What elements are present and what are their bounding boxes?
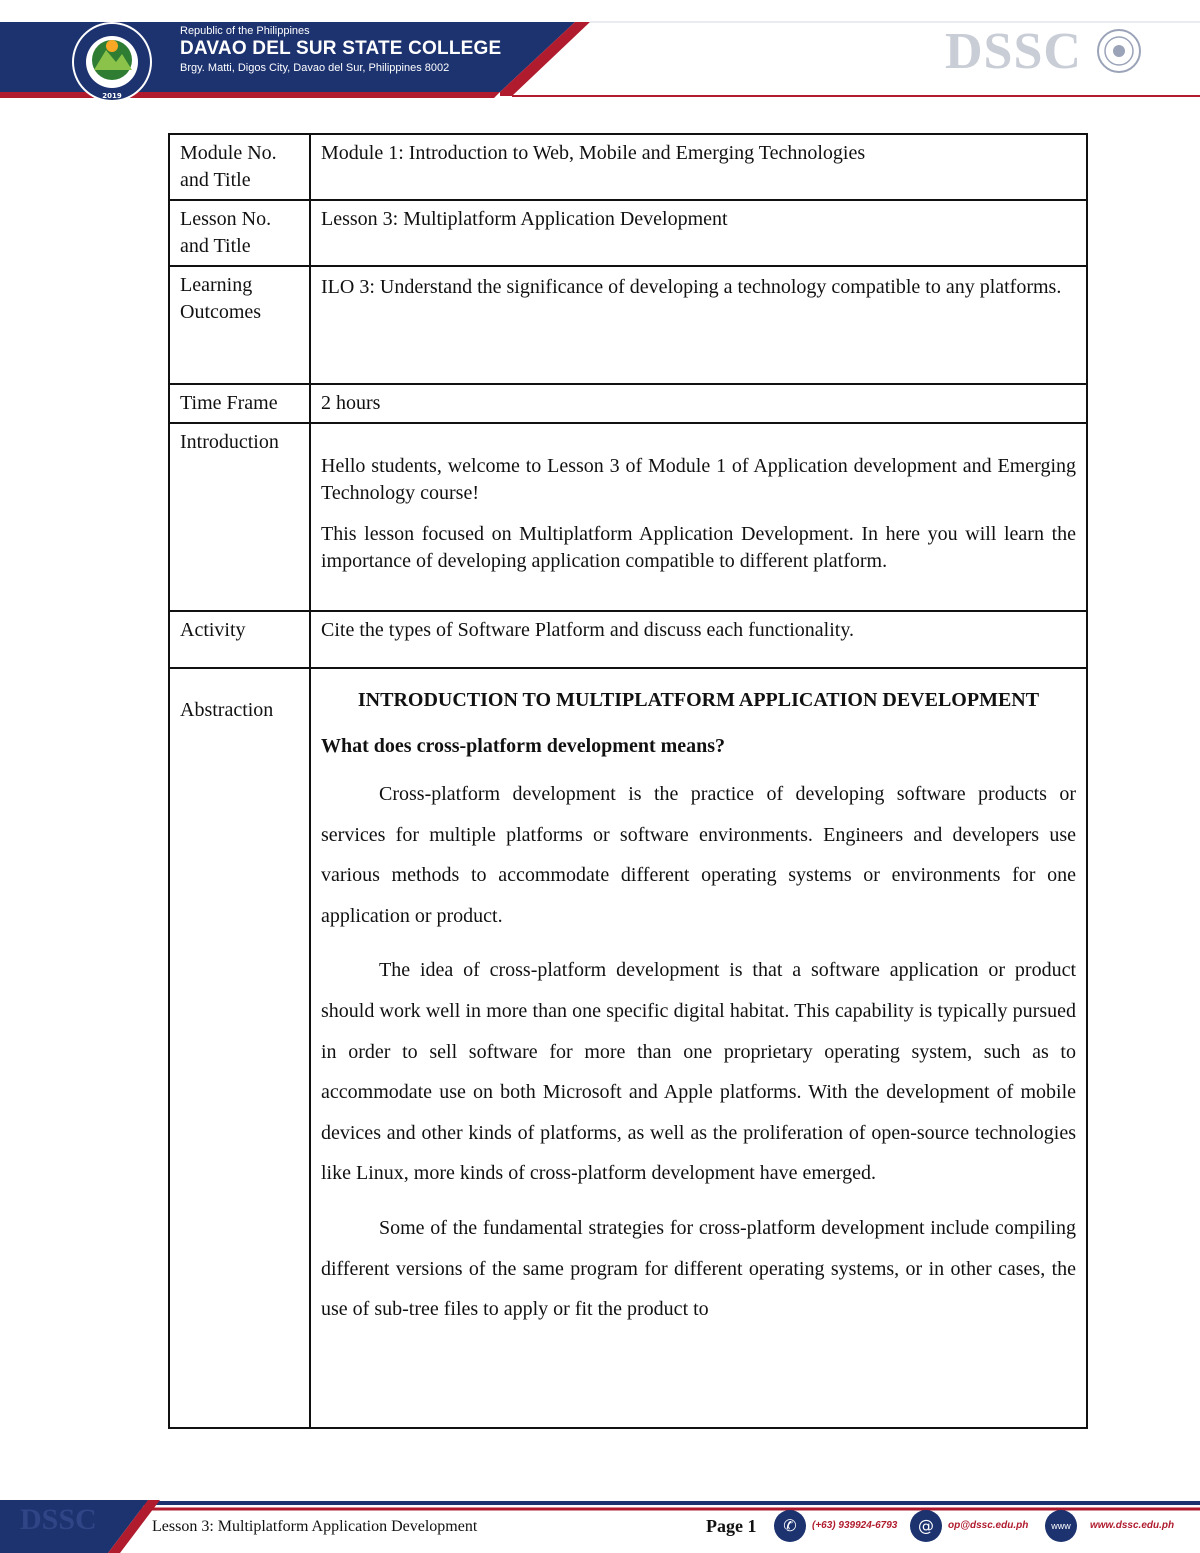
activity-row [169, 611, 1087, 668]
page-header [0, 0, 1200, 105]
outcomes-label: Learning Outcomes [169, 266, 310, 384]
abstraction-title: INTRODUCTION TO MULTIPLATFORM APPLICATION DEVELOPMENT [357, 689, 1040, 711]
abstraction-row [169, 668, 1087, 1428]
footer-brand: DSSC [20, 1503, 97, 1536]
introduction-row [169, 423, 1087, 611]
college-address: Brgy. Matti, Digos City, Davao del Sur, Philippines 8002 [180, 62, 450, 74]
dssc-emblem-icon [1096, 28, 1142, 74]
footer-phone: (+63) 939924-6793 [812, 1520, 898, 1531]
activity-value: Cite the types of Software Platform and discuss each functionality. [310, 611, 1087, 668]
lesson-table [168, 133, 1088, 1429]
abstraction-paragraph: Cross-platform development is the practice of developing software products or services for multiple platforms or software environments. Engineers and developers use various methods to accommodate different operating systems or environments for one application or product. [321, 783, 1076, 927]
footer-website: www.dssc.edu.ph [1090, 1520, 1175, 1531]
abstraction-question: What does cross-platform development means? [321, 735, 726, 757]
email-icon: @ [910, 1510, 942, 1542]
abstraction-paragraph: The idea of cross-platform development is that a software application or product should work well in more than one specific digital habitat. This capability is typically pursued in order to sell software for more than one proprietary operating system, such as to accommodate use on both Microsoft and Apple platforms. With the development of mobile devices and other kinds of platforms, as well as the proliferation of open-source technologies like Linux, more kinds of cross-platform development have emerged. [321, 959, 1076, 1185]
abstraction-paragraph: Some of the fundamental strategies for cross-platform development include compiling different versions of the same program for different operating systems, or in other cases, the use of sub-tree files to apply or fit the product to [321, 1216, 1076, 1321]
page-number: Page 1 [706, 1516, 757, 1536]
lesson-row [169, 200, 1087, 266]
outcomes-value: ILO 3: Understand the significance of developing a technology compatible to any platforms. [310, 266, 1087, 384]
outcomes-row [169, 266, 1087, 384]
abstraction-label-text: Abstraction [180, 699, 274, 721]
lesson-value: Lesson 3: Multiplatform Application Development [310, 200, 1087, 266]
college-name: DAVAO DEL SUR STATE COLLEGE [180, 38, 502, 59]
introduction-label: Introduction [169, 423, 310, 611]
module-row [169, 134, 1087, 200]
footer-lesson-title: Lesson 3: Multiplatform Application Development [152, 1518, 478, 1535]
introduction-paragraph: Hello students, welcome to Lesson 3 of Module 1 of Application development and Emerging Technology course! [321, 455, 1076, 504]
introduction-paragraph: This lesson focused on Multiplatform Application Development. In here you will learn the importance of developing application compatible to different platform. [321, 523, 1076, 572]
lesson-label: Lesson No. and Title [169, 200, 310, 266]
header-text [180, 24, 501, 76]
module-value: Module 1: Introduction to Web, Mobile and Emerging Technologies [310, 134, 1087, 200]
activity-label: Activity [169, 611, 310, 668]
dssc-watermark: DSSC [945, 23, 1082, 80]
time-label: Time Frame [169, 384, 310, 423]
abstraction-content [310, 668, 1087, 1428]
college-seal-logo [60, 20, 164, 104]
abstraction-label [169, 668, 310, 1428]
time-value: 2 hours [310, 384, 1087, 423]
web-icon: www [1045, 1510, 1077, 1542]
page-footer [0, 1495, 1200, 1553]
abstraction-body [321, 674, 1076, 1422]
time-row [169, 384, 1087, 423]
module-label: Module No. and Title [169, 134, 310, 200]
republic-label: Republic of the Philippines [180, 25, 310, 37]
phone-icon: ✆ [774, 1510, 806, 1542]
introduction-content [310, 423, 1087, 611]
footer-email: op@dssc.edu.ph [948, 1520, 1029, 1531]
seal-year: 2019 [102, 92, 122, 100]
